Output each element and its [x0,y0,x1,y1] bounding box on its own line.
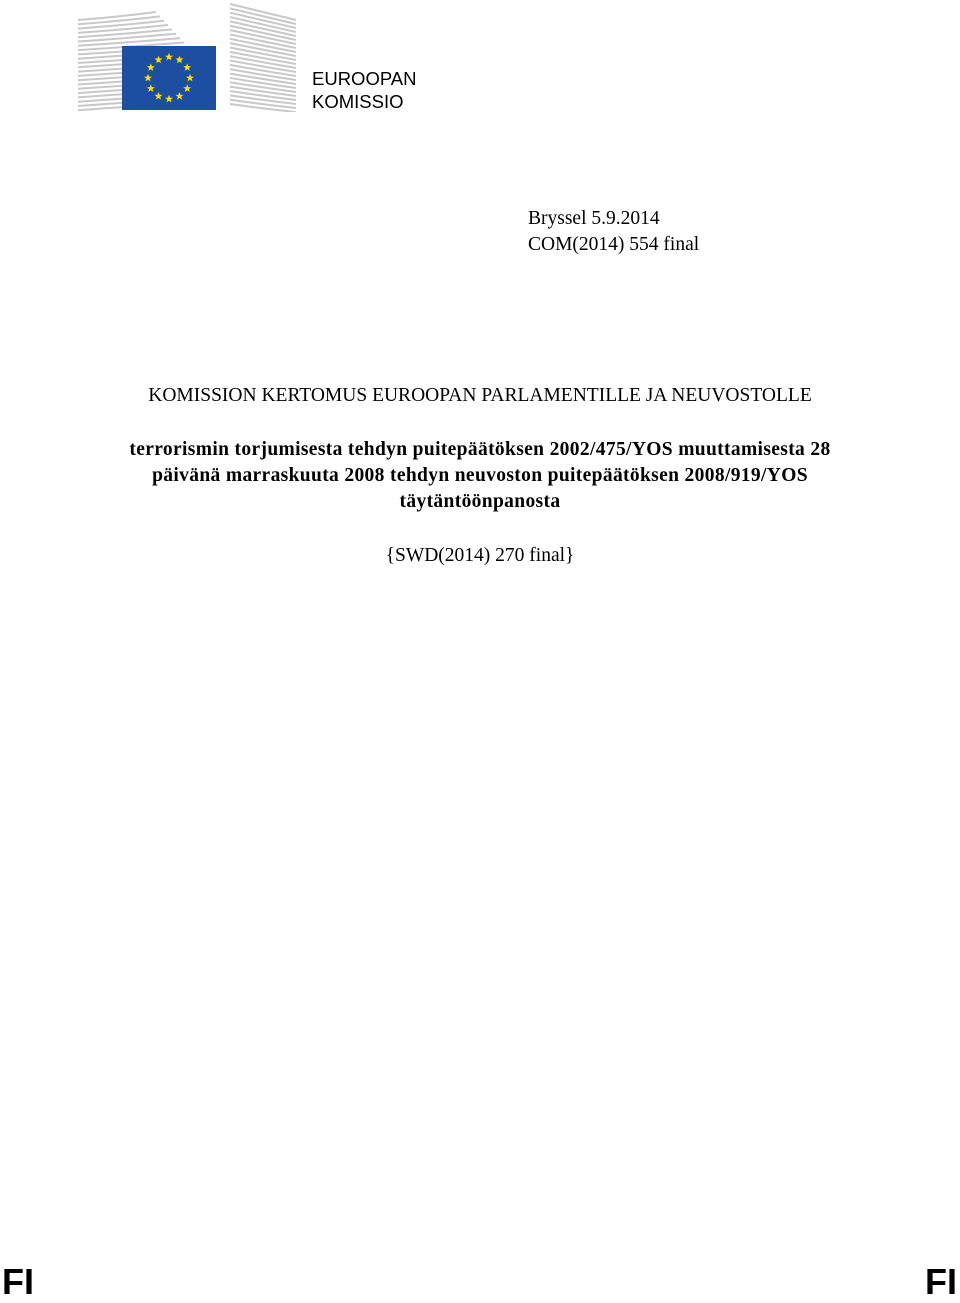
document-reference [528,206,699,258]
place-and-date: Bryssel 5.9.2014 [528,208,660,229]
subtitle-line-1: terrorismin torjumisesta tehdyn puitepäätöksen 2002/475/YOS muuttamisesta 28 [129,439,831,460]
berlaymont-flag-icon [76,2,298,112]
subtitle-line-3: täytäntöönpanosta [399,491,561,512]
related-document-reference: {SWD(2014) 270 final} [385,545,575,566]
european-commission-logo [76,2,298,112]
language-code-left: FI [2,1261,34,1302]
document-subtitle [0,437,960,515]
org-name-line-1: EUROOPAN [312,68,417,89]
document-title: KOMISSION KERTOMUS EUROOPAN PARLAMENTILLE JA NEUVOSTOLLE [148,385,812,406]
organization-name [312,67,417,113]
language-code-right: FI [925,1261,957,1302]
subtitle-line-2: päivänä marraskuuta 2008 tehdyn neuvoston puitepäätöksen 2008/919/YOS [152,465,808,486]
org-name-line-2: KOMISSIO [312,91,404,112]
document-number: COM(2014) 554 final [528,234,700,255]
